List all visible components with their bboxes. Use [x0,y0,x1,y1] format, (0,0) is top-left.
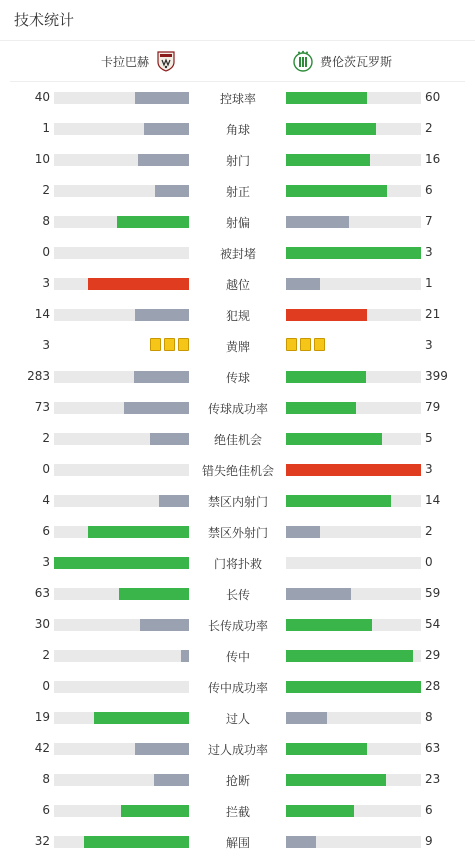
home-stat-bar-fill [119,588,189,600]
home-stat-bar [54,123,189,135]
stat-label: 被封堵 [219,247,256,261]
home-stat-bar [54,836,189,848]
home-stat-value: 63 [34,586,50,600]
home-stat-value: 0 [42,245,50,259]
away-stat-bar [286,805,421,817]
home-stat-bar [54,805,189,817]
stat-row [0,826,475,857]
away-yellow-cards [286,338,325,351]
page-title: 技术统计 [0,0,475,41]
stat-row [0,671,475,702]
stats-list [0,82,475,857]
stat-label: 过人 [225,712,250,726]
home-stat-bar-fill [181,650,189,662]
away-stat-bar-fill [286,123,376,135]
away-stat-bar [286,743,421,755]
away-stat-value: 28 [425,679,441,693]
away-stat-bar [286,433,421,445]
away-stat-bar [286,154,421,166]
away-stat-value: 54 [425,617,441,631]
home-stat-value: 10 [34,152,50,166]
home-stat-bar [54,216,189,228]
yellow-card-icon [164,338,175,351]
stat-label: 角球 [225,123,250,137]
away-stat-bar [286,247,421,259]
home-stat-bar-fill [84,836,189,848]
away-stat-bar [286,185,421,197]
home-stat-bar-fill [124,402,189,414]
stat-label: 犯规 [225,309,250,323]
away-stat-bar [286,774,421,786]
stat-label: 射正 [225,185,250,199]
home-stat-bar-fill [144,123,189,135]
away-stat-value: 9 [425,834,433,848]
home-stat-bar-fill [135,743,189,755]
home-stat-value: 8 [42,214,50,228]
home-stat-bar [54,154,189,166]
away-stat-bar-fill [286,588,351,600]
home-stat-bar [54,433,189,445]
home-stat-bar-fill [159,495,189,507]
stat-label: 控球率 [219,92,256,106]
home-stat-bar-fill [94,712,189,724]
stat-label: 解围 [225,836,250,850]
stat-label: 抢断 [225,774,250,788]
ferencvaros-crest-icon [292,50,314,72]
home-stat-value: 40 [34,90,50,104]
home-stat-bar-fill [140,619,189,631]
home-stat-bar [54,402,189,414]
home-stat-bar-fill [121,805,189,817]
home-stat-bar [54,681,189,693]
home-stat-bar-fill [135,92,189,104]
yellow-card-icon [314,338,325,351]
away-stat-bar-fill [286,309,367,321]
stat-row [0,764,475,795]
home-stat-bar-fill [135,309,189,321]
stat-label: 射门 [225,154,250,168]
away-team[interactable] [292,50,392,72]
away-stat-bar [286,712,421,724]
stat-row [0,795,475,826]
away-stat-bar [286,216,421,228]
yellow-card-icon [178,338,189,351]
away-stat-bar [286,681,421,693]
home-stat-bar [54,309,189,321]
away-stat-value: 29 [425,648,441,662]
home-stat-value: 2 [42,183,50,197]
qarabag-crest-icon [155,50,177,72]
away-stat-bar [286,278,421,290]
home-stat-value: 42 [34,741,50,755]
stat-label: 过人成功率 [207,743,268,757]
stat-row [0,299,475,330]
home-stat-bar [54,371,189,383]
away-stat-bar [286,464,421,476]
stat-row [0,175,475,206]
home-team[interactable] [101,50,177,72]
home-stat-bar [54,650,189,662]
stat-row [0,144,475,175]
away-stat-value: 79 [425,400,441,414]
away-stat-bar-fill [286,526,320,538]
away-stat-bar-fill [286,836,316,848]
home-stat-bar [54,588,189,600]
home-stat-bar-fill [134,371,189,383]
away-stat-bar [286,402,421,414]
away-stat-bar [286,309,421,321]
away-stat-bar [286,557,421,569]
home-stat-bar-fill [154,774,189,786]
away-stat-bar-fill [286,743,367,755]
stat-row [0,330,475,361]
away-stat-value: 3 [425,338,433,352]
stat-row [0,82,475,113]
stat-row [0,640,475,671]
stat-label: 长传 [225,588,250,602]
away-stat-bar [286,588,421,600]
home-stat-bar [54,495,189,507]
stat-row [0,392,475,423]
home-stat-bar-fill [88,526,189,538]
away-stat-bar [286,495,421,507]
home-stat-value: 19 [34,710,50,724]
away-stat-bar-fill [286,402,356,414]
home-stat-value: 4 [42,493,50,507]
home-stat-bar [54,743,189,755]
away-stat-value: 3 [425,245,433,259]
home-stat-value: 14 [34,307,50,321]
stat-row [0,113,475,144]
yellow-card-icon [150,338,161,351]
home-stat-value: 30 [34,617,50,631]
stat-row [0,702,475,733]
home-stat-bar [54,526,189,538]
away-stat-value: 16 [425,152,441,166]
yellow-card-icon [300,338,311,351]
home-stat-bar-fill [138,154,189,166]
stat-row [0,485,475,516]
stat-label: 禁区内射门 [207,495,268,509]
away-stat-bar [286,371,421,383]
away-stat-bar [286,619,421,631]
home-stat-value: 2 [42,648,50,662]
home-team-name: 卡拉巴赫 [100,54,149,69]
away-team-name: 费伦茨瓦罗斯 [320,54,393,69]
away-stat-bar-fill [286,681,421,693]
away-stat-bar-fill [286,650,413,662]
away-stat-value: 59 [425,586,441,600]
stat-row [0,609,475,640]
stat-label: 绝佳机会 [213,433,262,447]
home-stat-value: 283 [27,369,50,383]
away-stat-value: 3 [425,462,433,476]
home-stat-value: 73 [34,400,50,414]
stat-row [0,733,475,764]
stat-label: 长传成功率 [207,619,268,633]
home-stat-bar [54,92,189,104]
home-stat-bar [54,278,189,290]
away-stat-value: 63 [425,741,441,755]
away-stat-bar-fill [286,433,382,445]
home-stat-value: 3 [42,338,50,352]
away-stat-value: 60 [425,90,441,104]
stat-label: 传球成功率 [207,402,268,416]
away-stat-bar-fill [286,805,354,817]
away-stat-bar-fill [286,92,367,104]
away-stat-value: 23 [425,772,441,786]
home-stat-bar-fill [54,557,189,569]
yellow-card-icon [286,338,297,351]
stat-label: 传球 [225,371,250,385]
stat-row [0,423,475,454]
home-stat-value: 0 [42,462,50,476]
away-stat-value: 6 [425,803,433,817]
away-stat-bar [286,526,421,538]
away-stat-value: 2 [425,121,433,135]
away-stat-bar-fill [286,247,421,259]
away-stat-value: 14 [425,493,441,507]
home-stat-bar-fill [150,433,189,445]
stat-row [0,206,475,237]
stat-row [0,454,475,485]
teams-header [10,41,465,82]
away-stat-bar-fill [286,774,386,786]
stat-row [0,268,475,299]
away-stat-bar-fill [286,278,320,290]
home-stat-value: 6 [42,524,50,538]
home-stat-value: 3 [42,555,50,569]
stat-label: 射偏 [225,216,250,230]
home-stat-value: 8 [42,772,50,786]
away-stat-value: 7 [425,214,433,228]
home-stat-bar-fill [155,185,189,197]
away-stat-bar [286,123,421,135]
stat-row [0,547,475,578]
stat-label: 传中 [225,650,250,664]
away-stat-bar-fill [286,712,327,724]
away-stat-value: 0 [425,555,433,569]
home-stat-bar [54,557,189,569]
away-stat-value: 5 [425,431,433,445]
away-stat-value: 21 [425,307,441,321]
away-stat-bar-fill [286,154,370,166]
home-stat-bar-fill [88,278,189,290]
away-stat-bar [286,836,421,848]
stat-label: 门将扑救 [213,557,262,571]
home-stat-value: 1 [42,121,50,135]
away-stat-value: 8 [425,710,433,724]
home-stat-bar [54,464,189,476]
away-stat-bar [286,92,421,104]
stat-label: 拦截 [225,805,250,819]
away-stat-bar-fill [286,185,387,197]
stat-label: 错失绝佳机会 [201,464,274,478]
away-stat-bar-fill [286,464,421,476]
home-stat-bar [54,619,189,631]
away-stat-bar [286,650,421,662]
home-stat-bar [54,185,189,197]
home-stat-value: 0 [42,679,50,693]
away-stat-value: 399 [425,369,448,383]
home-stat-value: 6 [42,803,50,817]
stat-label: 黄牌 [225,340,250,354]
away-stat-bar-fill [286,495,391,507]
stat-row [0,361,475,392]
away-stat-bar-fill [286,216,349,228]
stat-label: 越位 [225,278,250,292]
home-stat-bar [54,774,189,786]
stat-label: 禁区外射门 [207,526,268,540]
home-stat-value: 32 [34,834,50,848]
home-stat-value: 2 [42,431,50,445]
away-stat-value: 6 [425,183,433,197]
home-stat-bar-fill [117,216,189,228]
stat-label: 传中成功率 [207,681,268,695]
home-stat-bar [54,712,189,724]
away-stat-bar-fill [286,619,372,631]
home-stat-value: 3 [42,276,50,290]
away-stat-value: 2 [425,524,433,538]
stat-row [0,237,475,268]
home-yellow-cards [150,338,189,351]
stat-row [0,516,475,547]
stat-row [0,578,475,609]
away-stat-bar-fill [286,371,366,383]
away-stat-value: 1 [425,276,433,290]
home-stat-bar [54,247,189,259]
